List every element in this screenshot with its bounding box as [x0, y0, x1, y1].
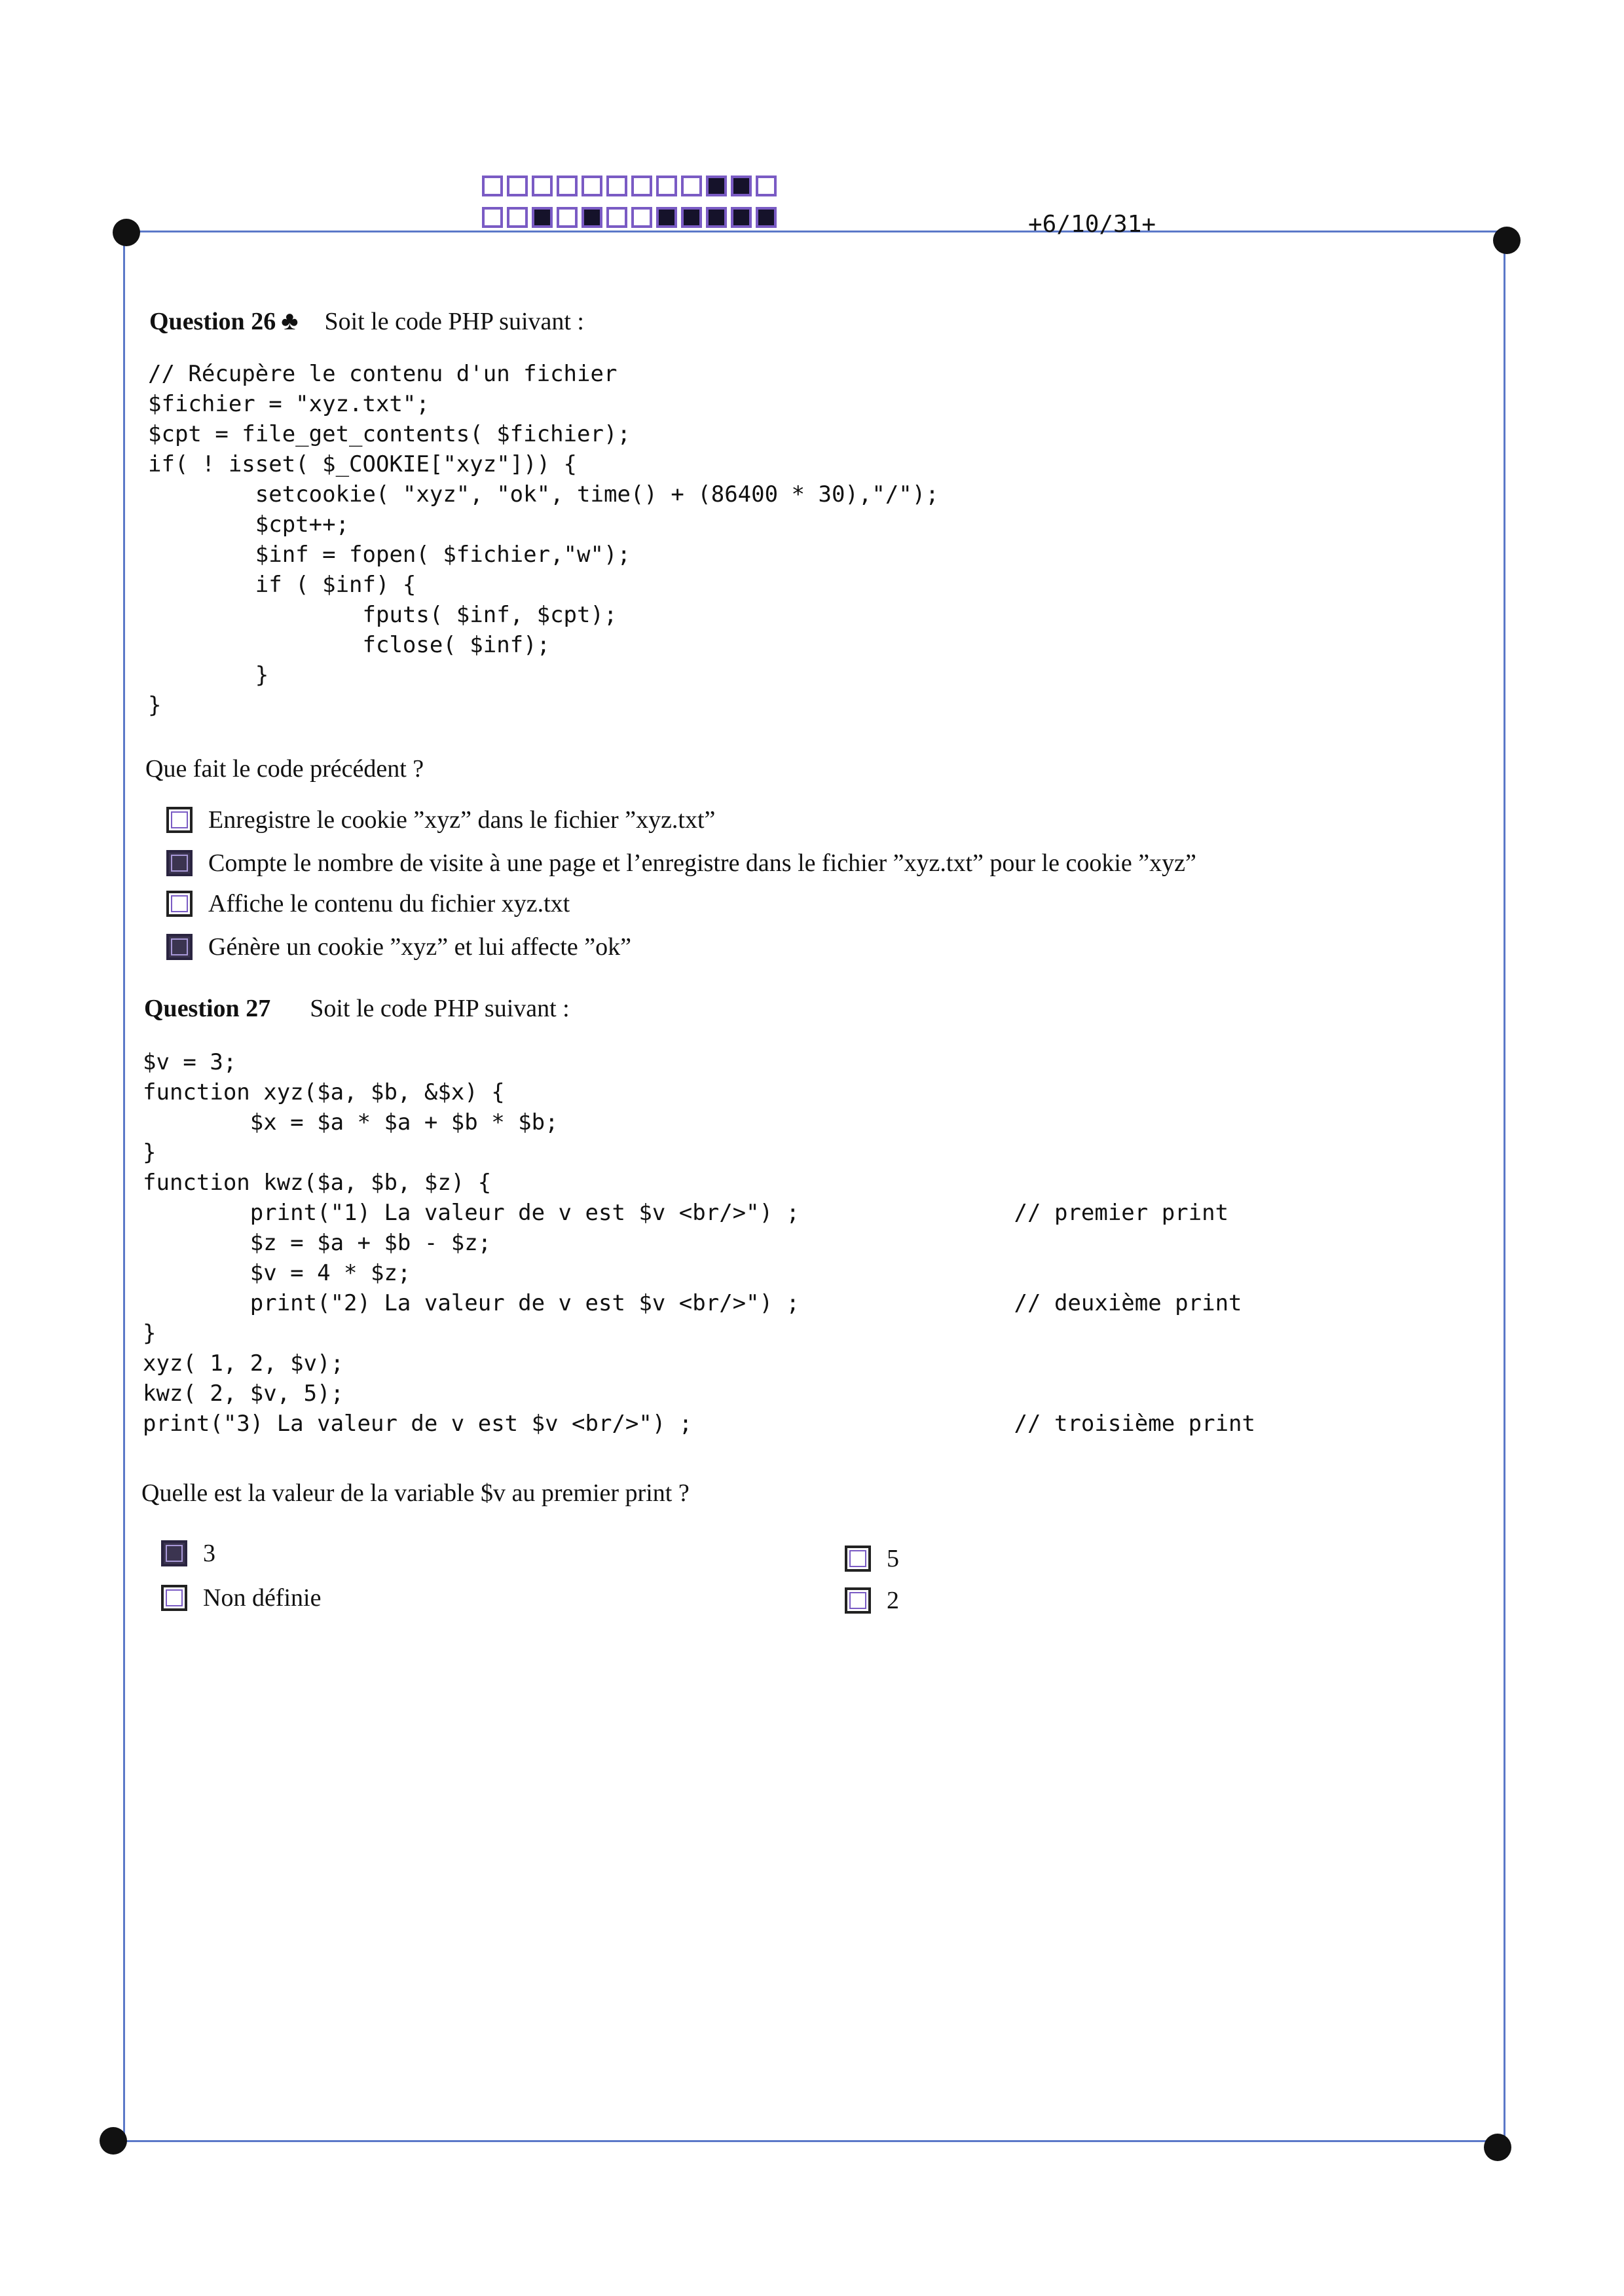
code-bit [681, 207, 702, 228]
code-line: $cpt = file_get_contents( $fichier); [148, 421, 631, 447]
code-bit [631, 176, 652, 196]
code-line: $fichier = "xyz.txt"; [148, 391, 430, 417]
code-line: print("2) La valeur de v est $v <br/>") ; // deuxième print [143, 1290, 1242, 1316]
frame-right-line [1504, 240, 1505, 2139]
answer-option[interactable] [166, 849, 1196, 878]
answer-checkbox[interactable] [845, 1587, 871, 1614]
code-line: } [143, 1320, 157, 1346]
code-line: kwz( 2, $v, 5); [143, 1380, 344, 1407]
answer-option[interactable] [166, 889, 570, 918]
code-line: } [148, 662, 269, 688]
answer-checkbox[interactable] [161, 1540, 187, 1566]
code-bit [706, 207, 727, 228]
frame-top-line [126, 231, 1507, 232]
code-bit [482, 207, 503, 228]
page-identifier: +6/10/31+ [1028, 211, 1156, 238]
code-bit [681, 176, 702, 196]
answer-option[interactable] [166, 805, 715, 834]
corner-marker-top-right [1493, 227, 1521, 254]
code-line: if( ! isset( $_COOKIE["xyz"])) { [148, 451, 578, 477]
answer-checkbox[interactable] [166, 807, 193, 833]
code-bit [656, 176, 677, 196]
code-bit [731, 207, 752, 228]
corner-marker-bottom-left [100, 2127, 127, 2155]
code-line: print("3) La valeur de v est $v <br/>") ; // troisième print [143, 1411, 1255, 1437]
code-bit [706, 176, 727, 196]
frame-left-line [123, 232, 125, 2140]
code-line: $x = $a * $a + $b * $b; [143, 1109, 559, 1136]
answer-label: Enregistre le cookie ”xyz” dans le fichier ”xyz.txt” [208, 806, 716, 834]
frame-bottom-line [115, 2140, 1500, 2142]
code-bit [756, 207, 777, 228]
answer-label: 2 [887, 1587, 899, 1614]
question-intro: Soit le code PHP suivant : [310, 995, 570, 1022]
code-bit [507, 207, 528, 228]
code-line: // Récupère le contenu d'un fichier [148, 361, 618, 387]
code-line: } [148, 692, 162, 718]
club-icon: ♣ [281, 306, 299, 335]
code-line: $cpt++; [148, 511, 350, 538]
code-block [148, 359, 939, 720]
code-line: $z = $a + $b - $z; [143, 1230, 492, 1256]
answer-option[interactable] [161, 1583, 321, 1612]
corner-marker-top-left [113, 219, 140, 246]
answer-label: Génère un cookie ”xyz” et lui affecte ”ok” [208, 933, 631, 961]
code-bit [631, 207, 652, 228]
code-line: fclose( $inf); [148, 632, 551, 658]
code-bit [507, 176, 528, 196]
question-number: Question 27 [144, 995, 271, 1022]
code-line: function xyz($a, $b, &$x) { [143, 1079, 505, 1105]
code-line: $inf = fopen( $fichier,"w"); [148, 542, 631, 568]
code-bit [581, 207, 602, 228]
code-line: setcookie( "xyz", "ok", time() + (86400 * 30),"/"); [148, 481, 939, 508]
code-line: $v = 4 * $z; [143, 1260, 411, 1286]
corner-marker-bottom-right [1484, 2134, 1511, 2161]
code-bit [532, 176, 553, 196]
question-prompt: Que fait le code précédent ? [145, 755, 424, 783]
question-prompt: Quelle est la valeur de la variable $v au premier print ? [141, 1479, 690, 1507]
code-line: fputs( $inf, $cpt); [148, 602, 618, 628]
answer-label: Compte le nombre de visite à une page et l’enregistre dans le fichier ”xyz.txt” pour le cookie ”xyz” [208, 849, 1196, 877]
answer-option[interactable] [166, 933, 631, 961]
code-bit [532, 207, 553, 228]
question-26-header [149, 305, 584, 336]
answer-option[interactable] [161, 1539, 215, 1568]
answer-checkbox[interactable] [166, 891, 193, 917]
code-bit [656, 207, 677, 228]
answer-label: 3 [203, 1540, 215, 1567]
code-line: $v = 3; [143, 1049, 237, 1075]
answer-checkbox[interactable] [845, 1546, 871, 1572]
answer-checkbox[interactable] [161, 1585, 187, 1611]
question-intro: Soit le code PHP suivant : [324, 308, 584, 335]
code-line: } [143, 1139, 157, 1166]
code-bit [606, 176, 627, 196]
code-line: function kwz($a, $b, $z) { [143, 1170, 492, 1196]
code-bit [756, 176, 777, 196]
code-line: if ( $inf) { [148, 572, 416, 598]
code-bit [581, 176, 602, 196]
answer-checkbox[interactable] [166, 934, 193, 960]
code-line: xyz( 1, 2, $v); [143, 1350, 344, 1377]
answer-option[interactable] [845, 1544, 899, 1573]
code-bit [731, 176, 752, 196]
question-number: Question 26 [149, 308, 276, 335]
answer-label: Affiche le contenu du fichier xyz.txt [208, 890, 570, 917]
code-bit [482, 176, 503, 196]
code-bit [557, 176, 578, 196]
answer-checkbox[interactable] [166, 850, 193, 876]
binary-code-row [482, 207, 781, 228]
code-bit [557, 207, 578, 228]
code-block [143, 1046, 1255, 1438]
code-bit [606, 207, 627, 228]
code-line: print("1) La valeur de v est $v <br/>") ; // premier print [143, 1200, 1229, 1226]
answer-option[interactable] [845, 1586, 899, 1615]
answer-label: 5 [887, 1545, 899, 1572]
binary-code-row [482, 176, 781, 196]
question-27-header [144, 994, 570, 1023]
answer-label: Non définie [203, 1584, 322, 1612]
